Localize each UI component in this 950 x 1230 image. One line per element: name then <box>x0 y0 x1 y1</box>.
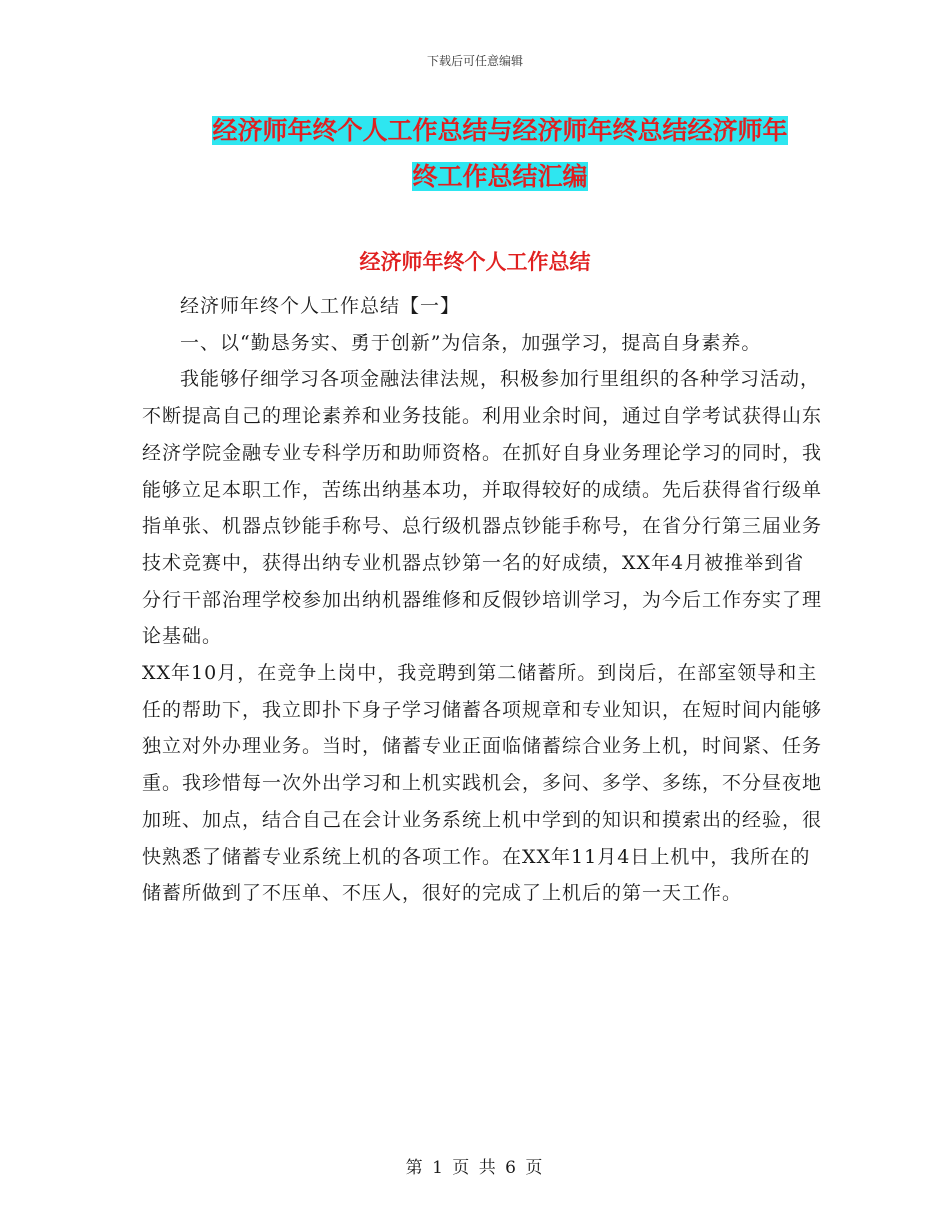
document-title-line-2: 终工作总结汇编 <box>412 162 588 191</box>
paragraph-3: XX年10月，在竞争上岗中，我竞聘到第二储蓄所。到岗后，在部室领导和主任的帮助下，我立即扑下身子学习储蓄各项规章和专业知识，在短时间内能够独立对外办理业务。当时，储蓄专业正面临储蓄综合业务上机，时间紧、任务重。我珍惜每一次外出学习和上机实践机会，多问、多学、多练，不分昼夜地加班、加点，结合自己在会计业务系统上机中学到的知识和摸索出的经验，很快熟悉了储蓄专业系统上机的各项工作。在XX年11月4日上机中，我所在的储蓄所做到了不压单、不压人，很好的完成了上机后的第一天工作。 <box>142 662 823 905</box>
header-note: 下载后可任意编辑 <box>426 54 523 68</box>
document-subtitle: 经济师年终个人工作总结【一】 <box>180 295 461 317</box>
page-footer: 第 1 页 共 6 页 <box>405 1158 545 1178</box>
document-body <box>142 288 822 912</box>
document-title-line-1: 经济师年终个人工作总结与经济师年终总结经济师年 <box>212 116 788 145</box>
paragraph-2: 我能够仔细学习各项金融法律法规，积极参加行里组织的各种学习活动，不断提高自己的理论素养和业务技能。利用业余时间，通过自学考试获得山东经济学院金融专业专科学历和助师资格。在抓好自身业务理论学习的同时，我能够立足本职工作，苦练出纳基本功，并取得较好的成绩。先后获得省行级单指单张、机器点钞能手称号、总行级机器点钞能手称号，在省分行第三届业务技术竞赛中，获得出纳专业机器点钞第一名的好成绩，XX年4月被推举到省分行干部治理学校参加出纳机器维修和反假钞培训学习，为今后工作夯实了理论基础。 <box>142 368 823 648</box>
document-title <box>150 108 850 200</box>
section-title: 经济师年终个人工作总结 <box>359 250 591 274</box>
paragraph-1: 一、以“勤恳务实、勇于创新”为信条，加强学习，提高自身素养。 <box>180 331 762 354</box>
